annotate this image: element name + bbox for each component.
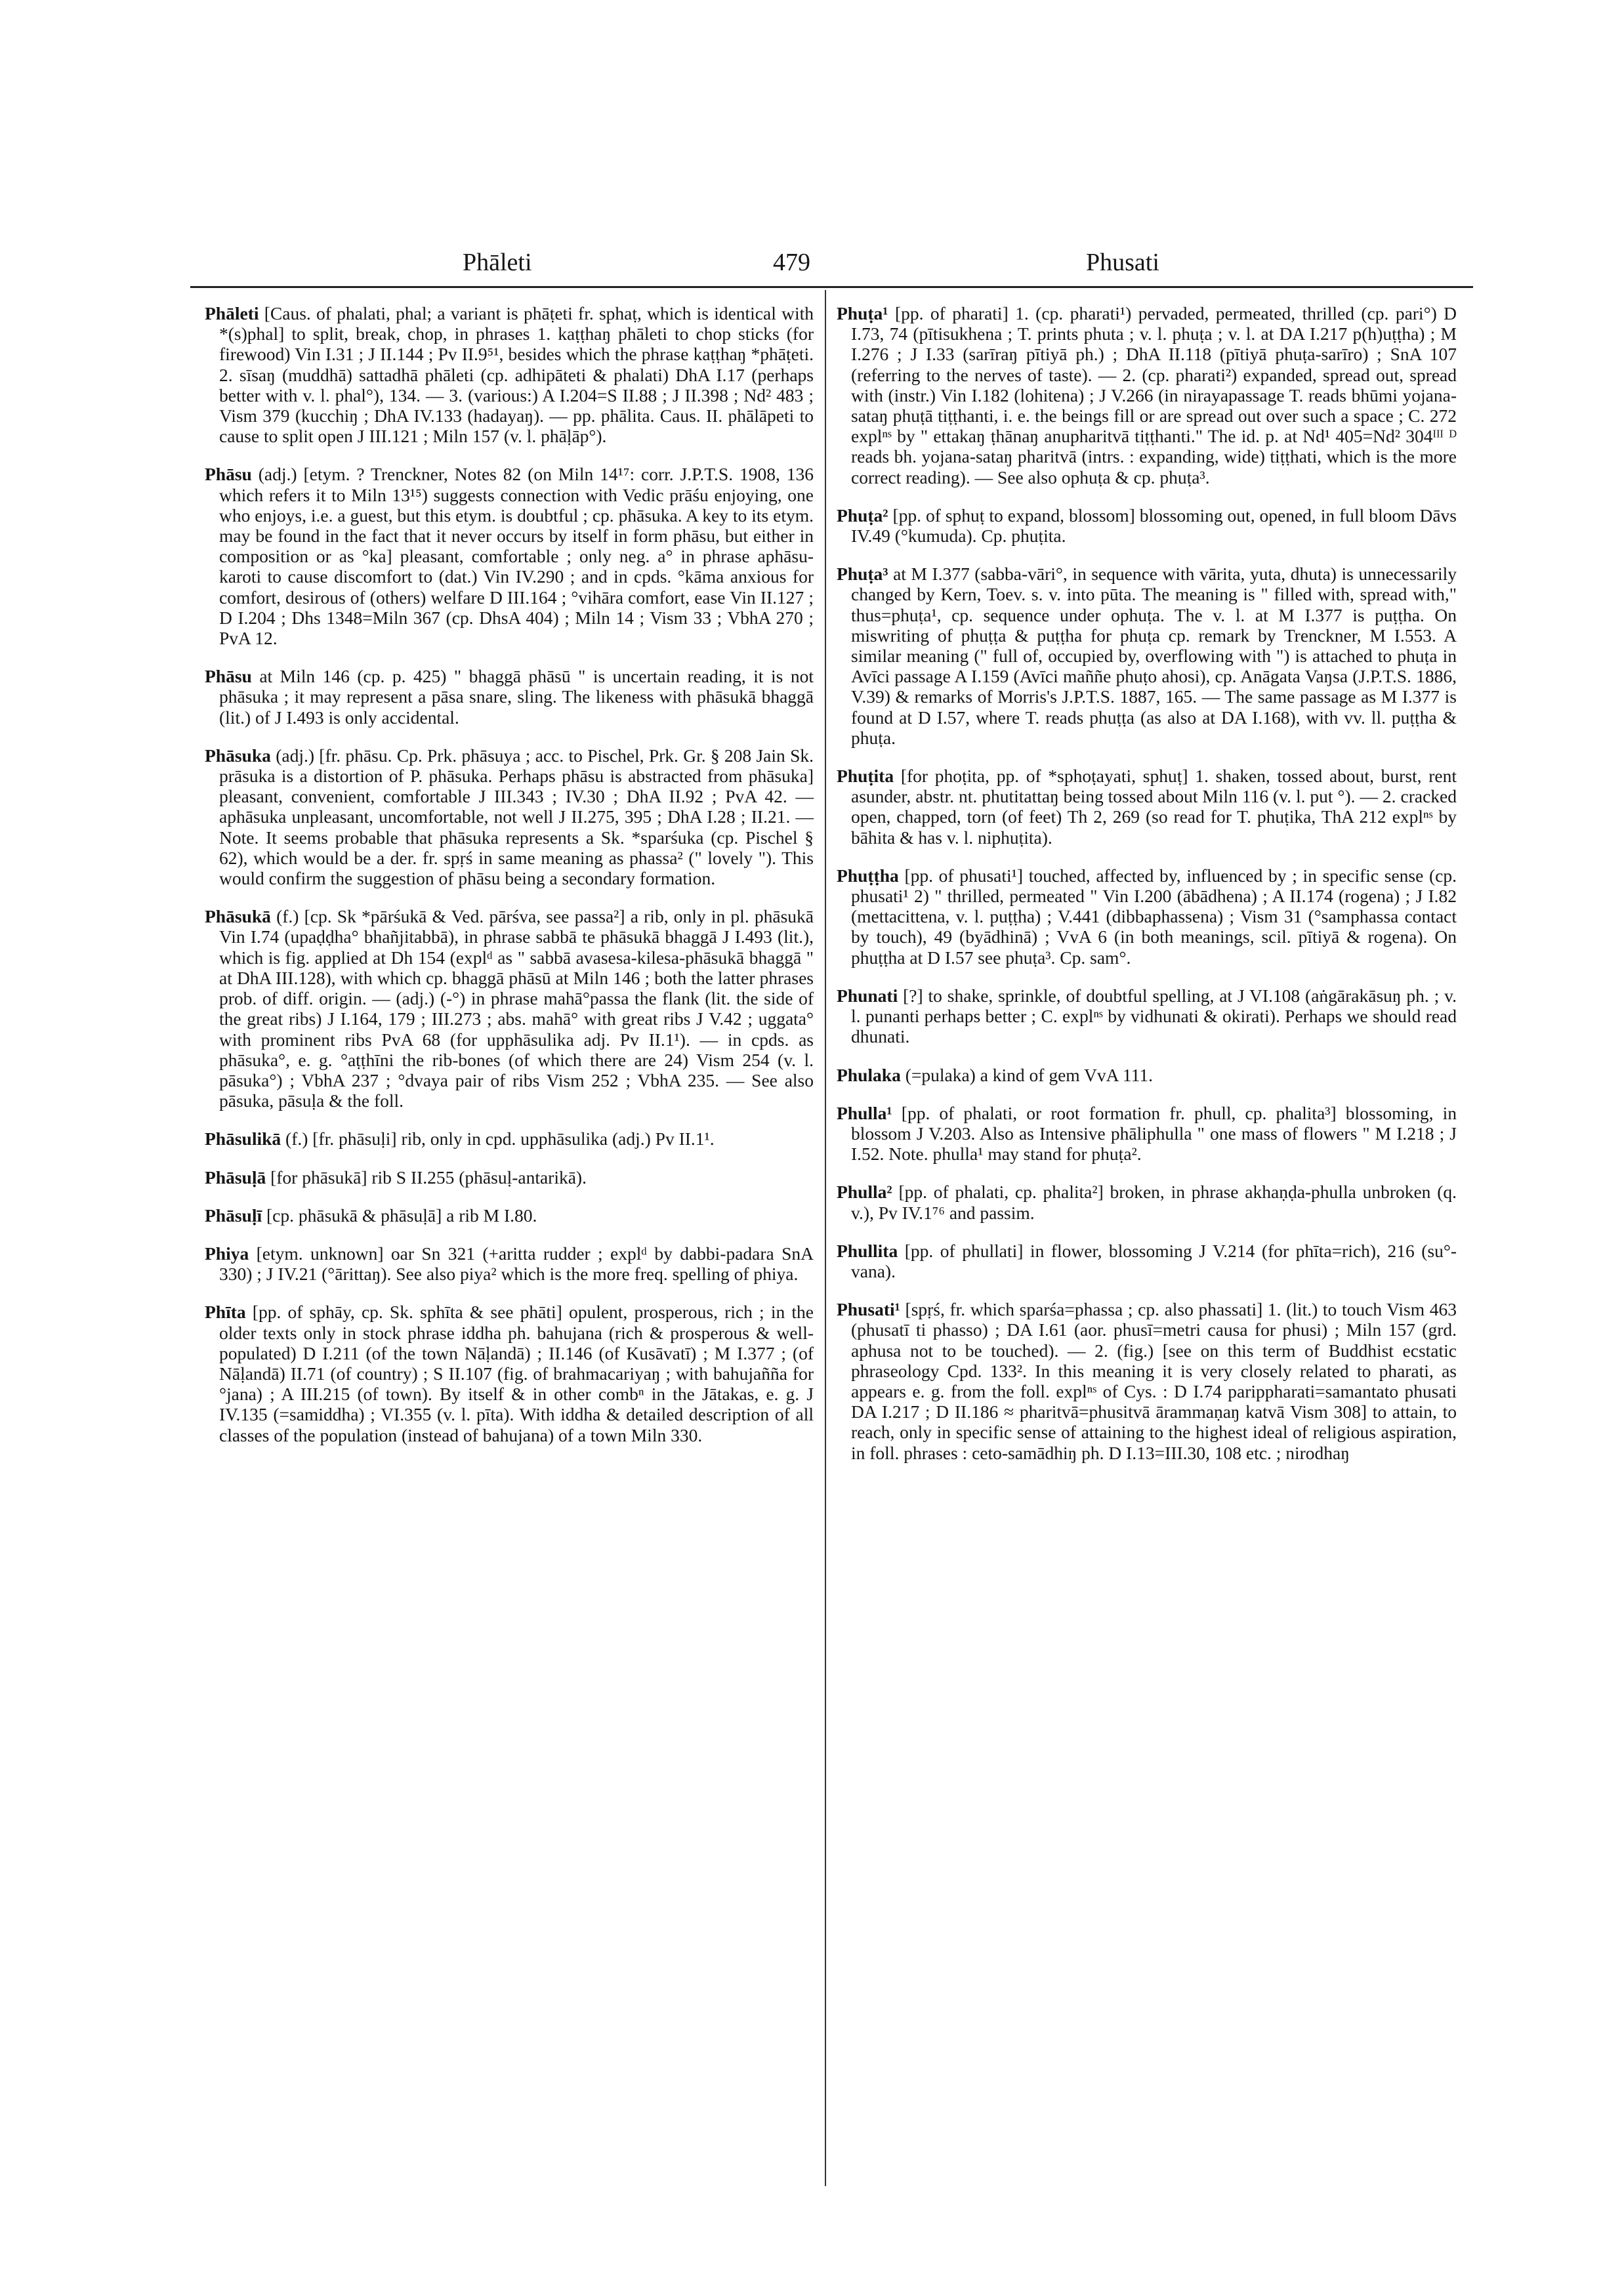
dictionary-entry bbox=[837, 1241, 1457, 1281]
entry-text: [etym. unknown] oar Sn 321 (+aritta rudder ; explᵈ by dabbi-padara SnA 330) ; J IV.21 (°ārittaŋ). See also piya² which is the more freq. spelling of phiya. bbox=[219, 1243, 814, 1285]
entry-text: [cp. phāsukā & phāsuḷā] a rib M I.80. bbox=[266, 1205, 537, 1226]
dictionary-entry bbox=[837, 303, 1457, 487]
dictionary-entry bbox=[205, 1205, 814, 1226]
entry-headword: Phulaka bbox=[837, 1064, 901, 1085]
dictionary-entry bbox=[837, 766, 1457, 848]
entry-headword: Phāsuka bbox=[205, 745, 271, 766]
dictionary-entry bbox=[205, 303, 814, 446]
left-column bbox=[205, 303, 814, 1463]
entry-headword: Phuṭa¹ bbox=[837, 303, 888, 323]
dictionary-entry bbox=[837, 1103, 1457, 1165]
column-divider bbox=[825, 290, 826, 2186]
entry-headword: Phullita bbox=[837, 1240, 898, 1261]
entry-text: [pp. of phusati¹] touched, affected by, influenced by ; in specific sense (cp. phusati¹ 2) " thrilled, permeated " Vin I.200 (ābādhena) ; A II.174 (rogena) ; J I.82 (mettacittena, v. l. puṭṭha) ; V.441 (dibbaphassena) ; Vism 31 (°samphassa contact by touch), 49 (byādhinā) ; VvA 6 (in both meanings, scil. pītiyā & rogena). On phuṭṭha at D I.57 see phuṭa³. Cp. sam°. bbox=[851, 865, 1457, 968]
entry-headword: Phāsukā bbox=[205, 906, 271, 927]
entry-text: [pp. of sphuṭ to expand, blossom] blossoming out, opened, in full bloom Dāvs IV.49 (°kumuda). Cp. phuṭita. bbox=[851, 505, 1457, 547]
entry-text: [pp. of sphāy, cp. Sk. sphīta & see phāti] opulent, prosperous, rich ; in the older texts only in stock phrase iddha ph. bahujana (rich & prosperous & well-populated) D I.211 (of the town Nāḷandā) ; II.146 (of Kusāvatī) ; M I.377 ; (of Nāḷandā) II.71 (of country) ; S II.107 (fig. of brahmacariyaŋ ; with bahujañña for °jana) ; A III.215 (of town). By itself & in other combⁿ in the Jātakas, e. g. J IV.135 (=samiddha) ; VI.355 (v. l. pīta). With iddha & detailed description of all classes of the population (instead of bahujana) of a town Miln 330. bbox=[219, 1302, 814, 1445]
entry-text: [for phoṭita, pp. of *sphoṭayati, sphuṭ] 1. shaken, tossed about, burst, rent asunder, abstr. nt. phutitattaŋ being tossed about Miln 116 (v. l. put °). — 2. cracked open, chapped, torn (of feet) Th 2, 269 (so read for T. phuṭika, ThA 212 explⁿˢ by bāhita & has v. l. niphuṭita). bbox=[851, 766, 1457, 848]
entry-text: (adj.) [fr. phāsu. Cp. Prk. phāsuya ; acc. to Pischel, Prk. Gr. § 208 Jain Sk. prāsuka is a distortion of P. phāsuka. Perhaps phāsu is abstracted from phāsuka] pleasant, convenient, comfortable J III.343 ; IV.30 ; DhA II.92 ; PvA 42. —aphāsuka unpleasant, uncomfortable, not well J II.275, 395 ; DhA I.28 ; II.21. — Note. It seems probable that phāsuka represents a Sk. *sparśuka (cp. Pischel § 62), which would be a der. fr. spṛś in same meaning as phassa² (" lovely "). This would confirm the suggestion of phāsu being a secondary formation. bbox=[219, 745, 814, 889]
left-guide-word: Phāleti bbox=[463, 249, 532, 276]
entry-headword: Phāsuḷī bbox=[205, 1205, 262, 1226]
entry-headword: Phuṭa² bbox=[837, 505, 888, 526]
dictionary-entry bbox=[205, 1243, 814, 1284]
dictionary-entry bbox=[205, 1167, 814, 1188]
dictionary-entry bbox=[205, 464, 814, 648]
entry-headword: Phulla¹ bbox=[837, 1102, 892, 1123]
entry-text: (=pulaka) a kind of gem VvA 111. bbox=[905, 1064, 1153, 1085]
dictionary-entry bbox=[837, 865, 1457, 968]
dictionary-entry bbox=[837, 505, 1457, 546]
entry-text: [?] to shake, sprinkle, of doubtful spelling, at J VI.108 (aṅgārakāsuŋ ph. ; v. l. punanti perhaps better ; C. explⁿˢ by vidhunati & okirati). Perhaps we should read dhunati. bbox=[851, 985, 1457, 1047]
right-column bbox=[837, 303, 1457, 1481]
entry-text: [spṛś, fr. which sparśa=phassa ; cp. also phassati] 1. (lit.) to touch Vism 463 (phusatī ti phasso) ; DA I.61 (aor. phusī=metri causa for phusi) ; Miln 157 (grd. aphusa not to be touched). — 2. (fig.) [see on this term of Buddhist ecstatic phraseology Cpd. 133². In this meaning it is very closely related to pharati, as appears e. g. from the foll. explⁿˢ of Cys. : D I.74 parippharati=samantato phusati DA I.217 ; D II.186 ≈ pharitvā=phusitvā ārammaṇaŋ katvā Vism 308] to attain, to reach, only in specific sense of attaining to the highest ideal of religious aspiration, in foll. phrases : ceto-samādhiŋ ph. D I.13=III.30, 108 etc. ; nirodhaŋ bbox=[851, 1299, 1457, 1463]
page-number: 479 bbox=[773, 249, 810, 276]
entry-text: [Caus. of phalati, phal; a variant is phāṭeti fr. sphaṭ, which is identical with *(s)phal] to split, break, chop, in phrases 1. kaṭṭhaŋ phāleti to chop sticks (for firewood) Vin I.31 ; J II.144 ; Pv II.9⁵¹, besides which the phrase kaṭṭhaŋ *phāṭeti. 2. sīsaŋ (muddhā) sattadhā phāleti (cp. adhipāteti & phalati) DhA I.17 (perhaps better with v. l. phal°), 134. — 3. (various:) A I.204=S II.88 ; J II.398 ; Nd² 483 ; Vism 379 (kucchiŋ ; DhA IV.133 (hadayaŋ). — pp. phālita. Caus. II. phālāpeti to cause to split open J III.121 ; Miln 157 (v. l. phāḷāp°). bbox=[219, 303, 814, 447]
header-rule bbox=[190, 286, 1473, 288]
dictionary-entry bbox=[837, 1065, 1457, 1085]
dictionary-entry bbox=[205, 745, 814, 888]
entry-text: [pp. of phalati, cp. phalita²] broken, in phrase akhaṇḍa-phulla unbroken (q. v.), Pv IV.1⁷⁶ and passim. bbox=[851, 1182, 1457, 1223]
dictionary-entry bbox=[837, 985, 1457, 1047]
dictionary-entry bbox=[837, 1299, 1457, 1463]
dictionary-entry bbox=[837, 1182, 1457, 1222]
entry-text: [for phāsukā] rib S II.255 (phāsuḷ-antarikā). bbox=[270, 1167, 587, 1188]
entry-headword: Phāsu bbox=[205, 464, 252, 485]
entry-text: [pp. of phalati, or root formation fr. phull, cp. phalita³] blossoming, in blossom J V.203. Also as Intensive phāliphulla " one mass of flowers " M I.218 ; J I.52. Note. phulla¹ may stand for phuṭa². bbox=[851, 1102, 1457, 1165]
entry-text: (adj.) [etym. ? Trenckner, Notes 82 (on Miln 14¹⁷: corr. J.P.T.S. 1908, 136 which refers it to Miln 13¹⁵) suggests connection with Vedic prāśu enjoying, one who enjoys, i.e. a guest, but this etym. is doubtful ; cp. phāsuka. A key to its etym. may be found in the fact that it never occurs by itself in form phāsu, but either in composition or as °ka] pleasant, comfortable ; only neg. a° in phrase aphāsu-karoti to cause discomfort to (dat.) Vin IV.290 ; and in cpds. °kāma anxious for comfort, desirous of (others) welfare D III.164 ; °vihāra comfort, ease Vin II.127 ; D I.204 ; Dhs 1348=Miln 367 (cp. DhsA 404) ; Miln 14 ; Vism 33 ; VbhA 270 ; PvA 12. bbox=[219, 464, 814, 649]
entry-text: [pp. of phullati] in flower, blossoming J V.214 (for phīta=rich), 216 (su°-vana). bbox=[851, 1240, 1457, 1281]
dictionary-entry bbox=[205, 1128, 814, 1149]
entry-headword: Phāsulikā bbox=[205, 1128, 281, 1149]
entry-headword: Phulla² bbox=[837, 1182, 892, 1203]
entry-headword: Phāsuḷā bbox=[205, 1167, 266, 1188]
entry-text: at M I.377 (sabba-vāri°, in sequence with vārita, yuta, dhuta) is unnecessarily changed by Kern, Toev. s. v. into pūta. The meaning is " filled with, spread with," thus=phuṭa¹, cp. sequence under ophuṭa. The v. l. at M I.377 is puṭṭha. On miswriting of phuṭṭa & puṭṭha for phuṭa cp. remark by Trenckner, M I.553. A similar meaning (" full of, occupied by, overflowing with ") is attached to phuṭa in Avīci passage A I.159 (Avīci maññe phuṭo ahosi), cp. Anāgata Vaŋsa (J.P.T.S. 1886, V.39) & remarks of Morris's J.P.T.S. 1887, 165. — The same passage as M I.377 is found at D I.57, where T. reads phuṭṭa (as also at DA I.168), with vv. ll. puṭṭha & phuṭa. bbox=[851, 564, 1457, 748]
dictionary-entry bbox=[205, 906, 814, 1111]
entry-headword: Phīta bbox=[205, 1302, 246, 1323]
entry-text: at Miln 146 (cp. p. 425) " bhaggā phāsū " is uncertain reading, it is not phāsuka ; it may represent a pāsa snare, sling. The likeness with phāsukā bhaggā (lit.) of J I.493 is only accidental. bbox=[219, 666, 814, 728]
entry-headword: Phiya bbox=[205, 1243, 249, 1264]
dictionary-entry bbox=[205, 666, 814, 728]
entry-headword: Phāsu bbox=[205, 666, 252, 687]
entry-headword: Phusati¹ bbox=[837, 1299, 900, 1320]
entry-text: (f.) [fr. phāsuḷi] rib, only in cpd. upphāsulika (adj.) Pv II.1¹. bbox=[285, 1128, 715, 1149]
entry-headword: Phuṭita bbox=[837, 766, 894, 787]
entry-headword: Phuṭṭha bbox=[837, 865, 899, 886]
dictionary-entry bbox=[205, 1302, 814, 1445]
right-guide-word: Phusati bbox=[1086, 249, 1159, 276]
entry-headword: Phunati bbox=[837, 985, 898, 1006]
entry-headword: Phuṭa³ bbox=[837, 564, 888, 585]
entry-text: (f.) [cp. Sk *pārśukā & Ved. pārśva, see passa²] a rib, only in pl. phāsukā Vin I.74 (upaḍḍha° bhañjitabbā), in phrase sabbā te phāsukā bhaggā J I.493 (lit.), which is fig. applied at Dh 154 (explᵈ as " sabbā avasesa-kilesa-phāsukā bhaggā " at DhA III.128), with which cp. bhaggā phāsū at Miln 146 ; both the latter phrases prob. of diff. origin. — (adj.) (-°) in phrase mahā°passa the flank (lit. the side of the great ribs) J I.164, 179 ; III.273 ; abs. mahā° with great ribs J V.42 ; uggata° with prominent ribs PvA 68 (for upphāsulika adj. Pv II.1¹). — in cpds. as phāsuka°, e. g. °aṭṭhīni the rib-bones (of which there are 24) Vism 254 (v. l. pāsuka°) ; VbhA 237 ; °dvaya pair of ribs Vism 252 ; VbhA 235. — See also pāsuka, pāsuḷa & the foll. bbox=[219, 906, 814, 1111]
dictionary-entry bbox=[837, 564, 1457, 748]
entry-text: [pp. of pharati] 1. (cp. pharati¹) pervaded, permeated, thrilled (cp. pari°) D I.73, 74 (pītisukhena ; T. prints phuta ; v. l. phuṭa ; v. l. at DA I.217 p(h)uṭṭha) ; M I.276 ; J I.33 (sarīraŋ pītiyā ph.) ; DhA II.118 (pītiyā phuṭa-sarīro) ; SnA 107 (referring to the nerves of taste). — 2. (cp. pharati²) expanded, spread out, spread with (instr.) Vin I.182 (lohitena) ; J V.266 (in nirayapassage T. reads bhūmi yojana-sataŋ phuṭā tiṭṭhanti, i. e. the beings fill or are spread out over such a space ; C. 272 explⁿˢ by " ettakaŋ ṭhānaŋ anupharitvā tiṭṭhanti." The id. p. at Nd¹ 405=Nd² 304ᴵᴵᴵ ᴰ reads bh. yojana-sataŋ pharitvā (intrs. : expanding, wide) tiṭṭhati, which is the more correct reading). — See also ophuṭa & cp. phuṭa³. bbox=[851, 303, 1457, 487]
page-header bbox=[197, 248, 1467, 285]
entry-headword: Phāleti bbox=[205, 303, 259, 323]
